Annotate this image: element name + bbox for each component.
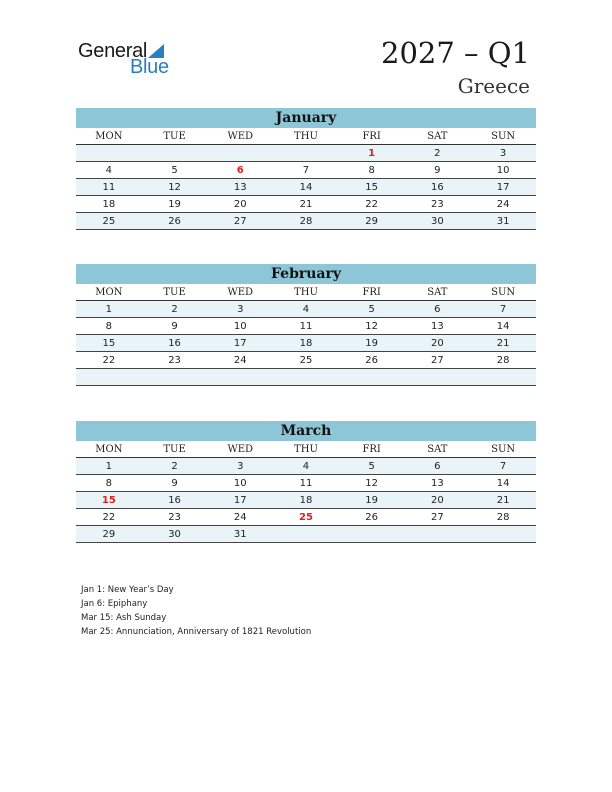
day-cell: 15 bbox=[76, 335, 142, 352]
day-cell: 23 bbox=[142, 352, 208, 369]
weekday-header-row bbox=[76, 441, 536, 458]
weekday-label: WED bbox=[207, 284, 273, 301]
empty-day-cell bbox=[339, 369, 405, 386]
empty-day-cell bbox=[142, 145, 208, 162]
day-cell: 6 bbox=[405, 458, 471, 475]
week-row bbox=[76, 301, 536, 318]
day-cell: 26 bbox=[339, 352, 405, 369]
day-cell: 6 bbox=[207, 162, 273, 179]
empty-day-cell bbox=[470, 526, 536, 543]
calendar-grid bbox=[76, 128, 536, 230]
day-cell: 1 bbox=[339, 145, 405, 162]
day-cell: 19 bbox=[339, 492, 405, 509]
day-cell: 10 bbox=[207, 475, 273, 492]
week-row bbox=[76, 162, 536, 179]
day-cell: 9 bbox=[142, 318, 208, 335]
day-cell: 28 bbox=[470, 352, 536, 369]
day-cell: 3 bbox=[470, 145, 536, 162]
day-cell: 20 bbox=[207, 196, 273, 213]
weekday-label: SAT bbox=[405, 284, 471, 301]
empty-day-cell bbox=[470, 369, 536, 386]
day-cell: 17 bbox=[207, 335, 273, 352]
week-row bbox=[76, 492, 536, 509]
week-row bbox=[76, 475, 536, 492]
holiday-note: Jan 6: Epiphany bbox=[81, 599, 148, 609]
day-cell: 30 bbox=[405, 213, 471, 230]
day-cell: 22 bbox=[76, 352, 142, 369]
weekday-label: TUE bbox=[142, 128, 208, 145]
week-row bbox=[76, 458, 536, 475]
day-cell: 7 bbox=[470, 301, 536, 318]
weekday-label: MON bbox=[76, 441, 142, 458]
weekday-label: FRI bbox=[339, 441, 405, 458]
day-cell: 30 bbox=[142, 526, 208, 543]
day-cell: 17 bbox=[470, 179, 536, 196]
week-row bbox=[76, 369, 536, 386]
day-cell: 5 bbox=[142, 162, 208, 179]
weekday-label: SAT bbox=[405, 441, 471, 458]
day-cell: 25 bbox=[273, 352, 339, 369]
empty-day-cell bbox=[405, 526, 471, 543]
weekday-label: WED bbox=[207, 441, 273, 458]
empty-day-cell bbox=[339, 526, 405, 543]
page-title: 2027 – Q1 bbox=[381, 36, 530, 70]
empty-day-cell bbox=[273, 145, 339, 162]
day-cell: 3 bbox=[207, 301, 273, 318]
day-cell: 21 bbox=[470, 492, 536, 509]
day-cell: 8 bbox=[339, 162, 405, 179]
weekday-label: TUE bbox=[142, 284, 208, 301]
week-row bbox=[76, 145, 536, 162]
day-cell: 25 bbox=[76, 213, 142, 230]
day-cell: 2 bbox=[142, 301, 208, 318]
day-cell: 31 bbox=[470, 213, 536, 230]
day-cell: 23 bbox=[405, 196, 471, 213]
weekday-label: MON bbox=[76, 128, 142, 145]
day-cell: 14 bbox=[273, 179, 339, 196]
week-row bbox=[76, 318, 536, 335]
month-march bbox=[76, 421, 536, 543]
day-cell: 22 bbox=[76, 509, 142, 526]
holiday-note: Jan 1: New Year’s Day bbox=[81, 585, 174, 595]
weekday-header-row bbox=[76, 128, 536, 145]
day-cell: 23 bbox=[142, 509, 208, 526]
month-title: February bbox=[76, 264, 536, 284]
day-cell: 1 bbox=[76, 301, 142, 318]
day-cell: 16 bbox=[142, 335, 208, 352]
weekday-label: TUE bbox=[142, 441, 208, 458]
day-cell: 29 bbox=[339, 213, 405, 230]
empty-day-cell bbox=[76, 369, 142, 386]
day-cell: 10 bbox=[207, 318, 273, 335]
day-cell: 4 bbox=[273, 458, 339, 475]
day-cell: 14 bbox=[470, 318, 536, 335]
day-cell: 26 bbox=[339, 509, 405, 526]
day-cell: 11 bbox=[76, 179, 142, 196]
day-cell: 22 bbox=[339, 196, 405, 213]
day-cell: 31 bbox=[207, 526, 273, 543]
weekday-label: THU bbox=[273, 128, 339, 145]
day-cell: 7 bbox=[470, 458, 536, 475]
day-cell: 24 bbox=[207, 352, 273, 369]
weekday-label: SUN bbox=[470, 441, 536, 458]
day-cell: 12 bbox=[339, 318, 405, 335]
day-cell: 2 bbox=[405, 145, 471, 162]
weekday-label: THU bbox=[273, 284, 339, 301]
day-cell: 13 bbox=[405, 475, 471, 492]
week-row bbox=[76, 509, 536, 526]
day-cell: 3 bbox=[207, 458, 273, 475]
holiday-notes bbox=[81, 583, 311, 639]
calendar-grid bbox=[76, 284, 536, 386]
day-cell: 24 bbox=[470, 196, 536, 213]
day-cell: 12 bbox=[339, 475, 405, 492]
holiday-note: Mar 15: Ash Sunday bbox=[81, 613, 167, 623]
day-cell: 28 bbox=[273, 213, 339, 230]
logo bbox=[78, 40, 178, 80]
empty-day-cell bbox=[207, 145, 273, 162]
day-cell: 21 bbox=[273, 196, 339, 213]
day-cell: 15 bbox=[76, 492, 142, 509]
weekday-label: FRI bbox=[339, 128, 405, 145]
month-february bbox=[76, 264, 536, 386]
weekday-label: MON bbox=[76, 284, 142, 301]
day-cell: 16 bbox=[405, 179, 471, 196]
day-cell: 28 bbox=[470, 509, 536, 526]
day-cell: 27 bbox=[405, 509, 471, 526]
week-row bbox=[76, 196, 536, 213]
day-cell: 19 bbox=[339, 335, 405, 352]
week-row bbox=[76, 352, 536, 369]
day-cell: 9 bbox=[142, 475, 208, 492]
empty-day-cell bbox=[273, 369, 339, 386]
day-cell: 25 bbox=[273, 509, 339, 526]
empty-day-cell bbox=[142, 369, 208, 386]
weekday-label: SUN bbox=[470, 284, 536, 301]
empty-day-cell bbox=[273, 526, 339, 543]
day-cell: 4 bbox=[273, 301, 339, 318]
day-cell: 15 bbox=[339, 179, 405, 196]
logo-text-general: General bbox=[78, 40, 148, 62]
day-cell: 18 bbox=[273, 492, 339, 509]
day-cell: 8 bbox=[76, 318, 142, 335]
day-cell: 24 bbox=[207, 509, 273, 526]
day-cell: 14 bbox=[470, 475, 536, 492]
day-cell: 13 bbox=[405, 318, 471, 335]
day-cell: 7 bbox=[273, 162, 339, 179]
day-cell: 26 bbox=[142, 213, 208, 230]
month-title: January bbox=[76, 108, 536, 128]
month-january bbox=[76, 108, 536, 230]
logo-text-blue: Blue bbox=[130, 56, 169, 78]
day-cell: 5 bbox=[339, 301, 405, 318]
day-cell: 21 bbox=[470, 335, 536, 352]
week-row bbox=[76, 213, 536, 230]
day-cell: 11 bbox=[273, 475, 339, 492]
day-cell: 27 bbox=[207, 213, 273, 230]
empty-day-cell bbox=[207, 369, 273, 386]
day-cell: 5 bbox=[339, 458, 405, 475]
day-cell: 20 bbox=[405, 492, 471, 509]
weekday-label: SAT bbox=[405, 128, 471, 145]
day-cell: 18 bbox=[273, 335, 339, 352]
weekday-header-row bbox=[76, 284, 536, 301]
day-cell: 2 bbox=[142, 458, 208, 475]
day-cell: 8 bbox=[76, 475, 142, 492]
day-cell: 11 bbox=[273, 318, 339, 335]
day-cell: 1 bbox=[76, 458, 142, 475]
day-cell: 12 bbox=[142, 179, 208, 196]
week-row bbox=[76, 179, 536, 196]
day-cell: 10 bbox=[470, 162, 536, 179]
day-cell: 4 bbox=[76, 162, 142, 179]
country-label: Greece bbox=[457, 74, 530, 98]
weekday-label: WED bbox=[207, 128, 273, 145]
calendar-grid bbox=[76, 441, 536, 543]
weekday-label: THU bbox=[273, 441, 339, 458]
day-cell: 6 bbox=[405, 301, 471, 318]
week-row bbox=[76, 526, 536, 543]
day-cell: 17 bbox=[207, 492, 273, 509]
week-row bbox=[76, 335, 536, 352]
holiday-note: Mar 25: Annunciation, Anniversary of 1821 Revolution bbox=[81, 627, 312, 637]
day-cell: 19 bbox=[142, 196, 208, 213]
empty-day-cell bbox=[405, 369, 471, 386]
day-cell: 18 bbox=[76, 196, 142, 213]
weekday-label: SUN bbox=[470, 128, 536, 145]
day-cell: 16 bbox=[142, 492, 208, 509]
month-title: March bbox=[76, 421, 536, 441]
day-cell: 29 bbox=[76, 526, 142, 543]
day-cell: 20 bbox=[405, 335, 471, 352]
day-cell: 27 bbox=[405, 352, 471, 369]
day-cell: 13 bbox=[207, 179, 273, 196]
day-cell: 9 bbox=[405, 162, 471, 179]
empty-day-cell bbox=[76, 145, 142, 162]
weekday-label: FRI bbox=[339, 284, 405, 301]
